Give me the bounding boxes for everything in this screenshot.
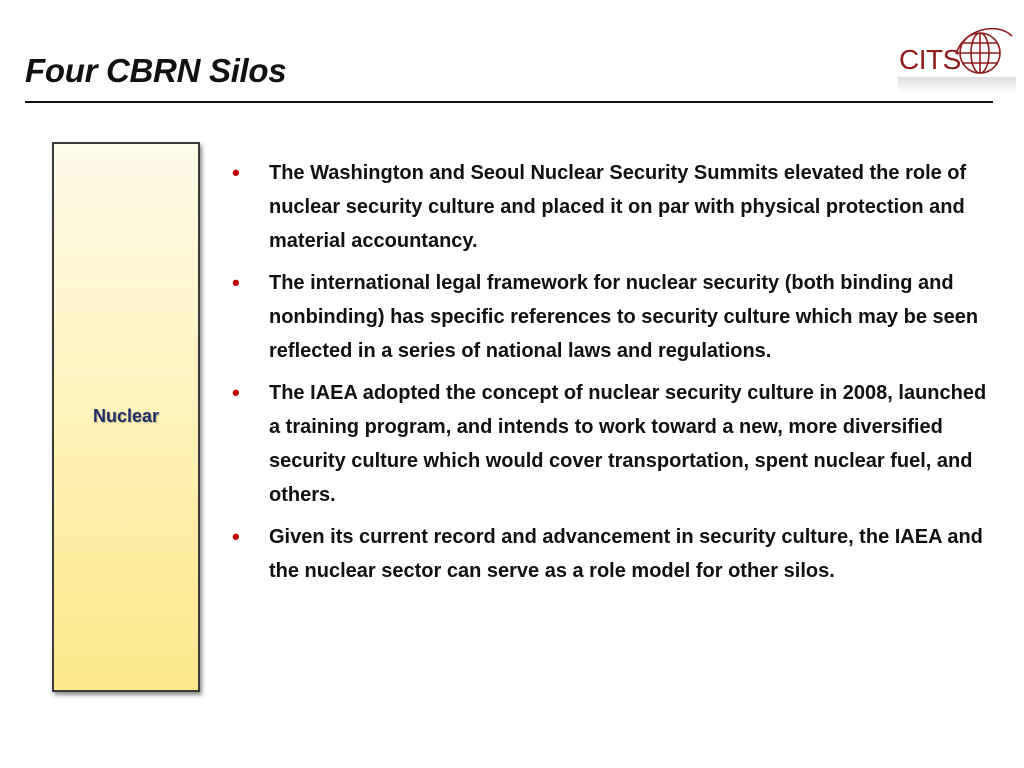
bullet-text: The international legal framework for nuclear security (both binding and nonbinding) has specific references to security culture which may be seen reflected in a series of national laws and regulations. — [269, 272, 979, 362]
cits-logo — [896, 22, 1018, 94]
bullet-icon: • — [232, 270, 240, 295]
bullet-item — [232, 520, 992, 588]
bullet-icon: • — [232, 160, 240, 185]
bullet-icon: • — [232, 380, 240, 405]
bullet-list — [232, 156, 992, 596]
bullet-text: The IAEA adopted the concept of nuclear security culture in 2008, launched a training program, and intends to work toward a new, more diversified security culture which would cover transportation, spent nuclear fuel, and others. — [269, 382, 987, 506]
globe-icon — [954, 24, 1014, 80]
bullet-item — [232, 376, 992, 512]
title-divider — [25, 101, 993, 103]
silo-label: Nuclear — [92, 406, 160, 426]
bullet-icon: • — [232, 524, 240, 549]
nuclear-silo-box — [52, 142, 200, 692]
logo-text: CITS — [899, 44, 961, 75]
slide-title: Four CBRN Silos — [25, 52, 287, 89]
logo-reflection — [898, 77, 1016, 93]
bullet-text: Given its current record and advancement in security culture, the IAEA and the nuclear sector can serve as a role model for other silos. — [269, 526, 983, 582]
bullet-item — [232, 156, 992, 258]
bullet-text: The Washington and Seoul Nuclear Security Summits elevated the role of nuclear security culture and placed it on par with physical protection and material accountancy. — [269, 162, 967, 252]
bullet-item — [232, 266, 992, 368]
